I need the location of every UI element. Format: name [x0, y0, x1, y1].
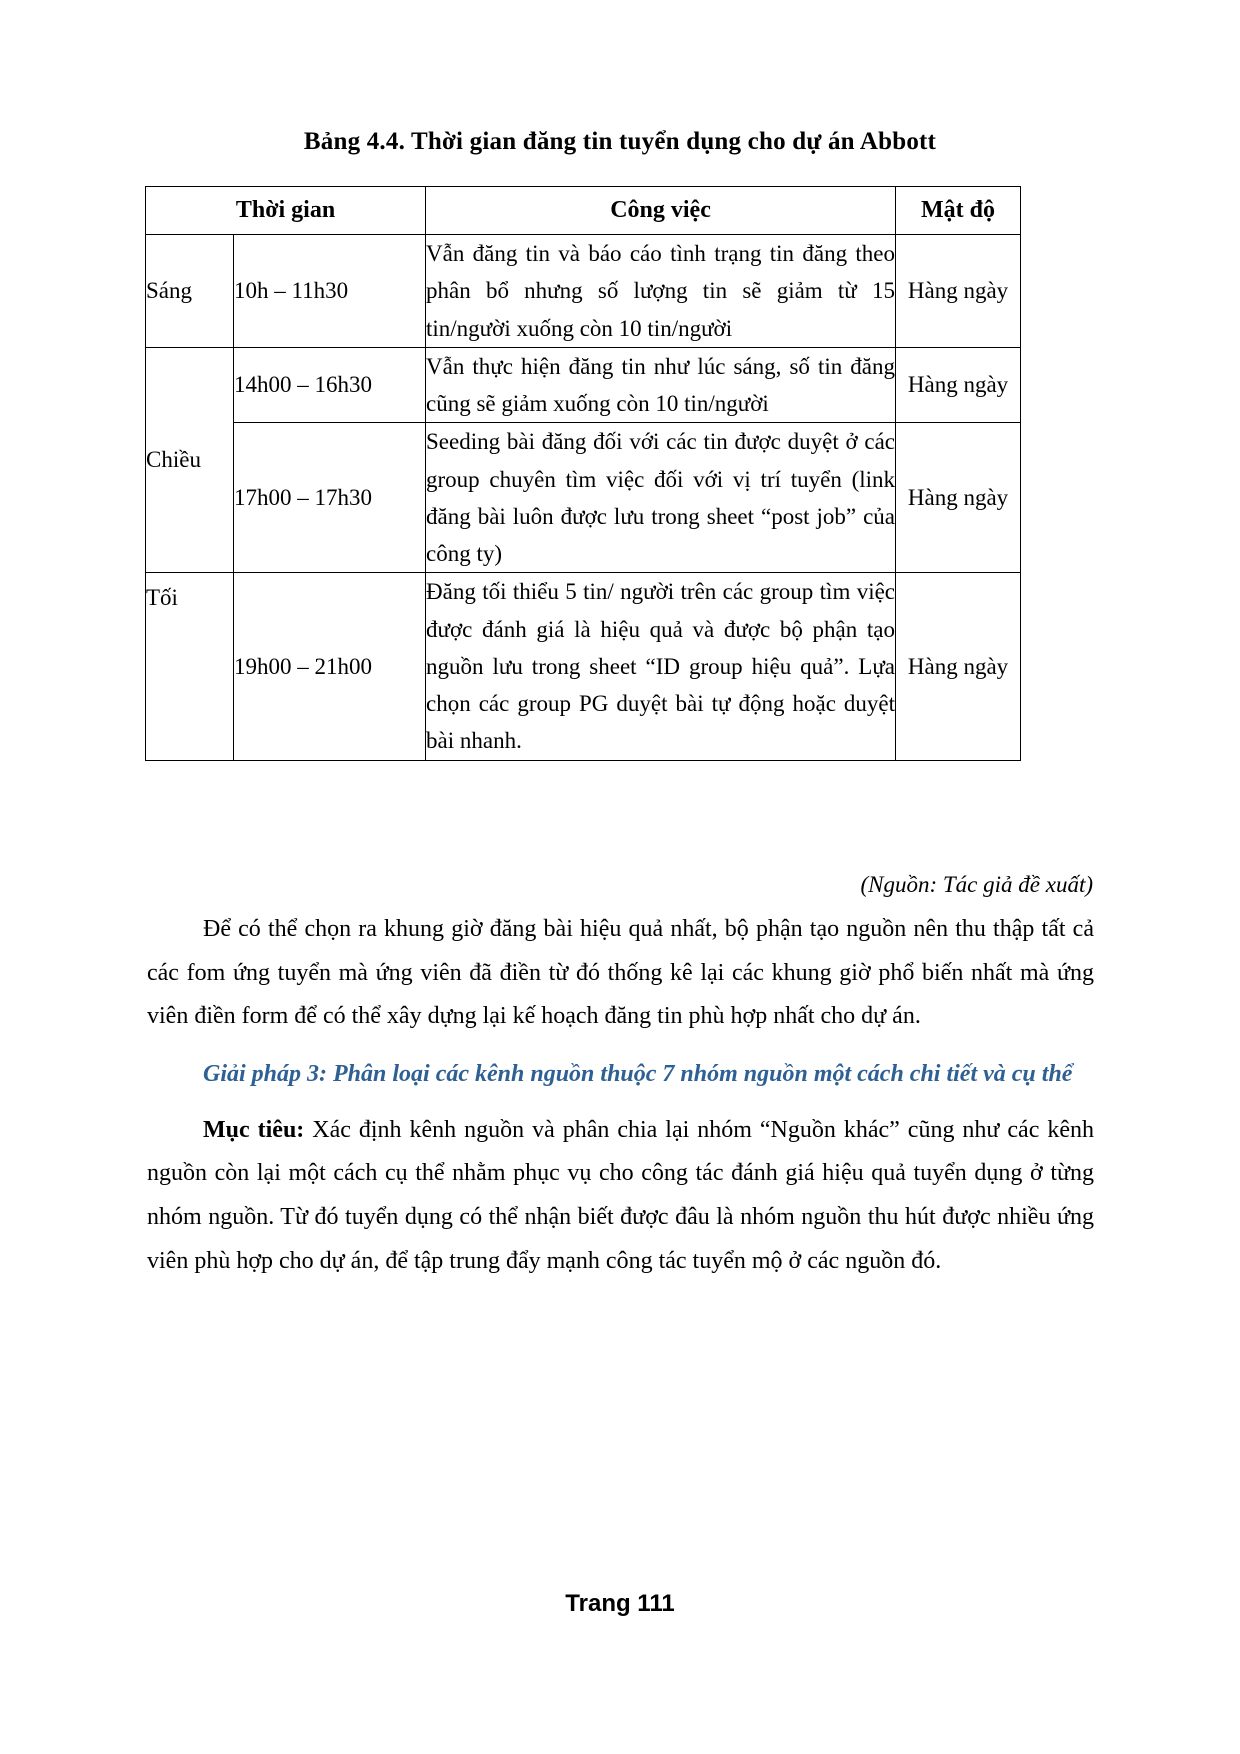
cell-density: Hàng ngày: [896, 347, 1021, 423]
cell-period: Chiều: [146, 347, 234, 573]
source-note: (Nguồn: Tác giả đề xuất): [860, 872, 1093, 897]
body-text-block: [147, 908, 1094, 1283]
objective-text: Xác định kênh nguồn và phân chia lại nhóm “Nguồn khác” cũng như các kênh nguồn còn lại một cách cụ thể nhằm phục vụ cho công tác đánh giá hiệu quả tuyển dụng ở từng nhóm nguồn. Từ đó tuyển dụng có thể nhận biết được đâu là nhóm nguồn thu hút được nhiều ứng viên phù hợp cho dự án, để tập trung đẩy mạnh công tác tuyển mộ ở các nguồn đó.: [147, 1116, 1094, 1274]
cell-time: 19h00 – 21h00: [234, 573, 426, 760]
cell-time: 10h – 11h30: [234, 235, 426, 348]
cell-time: 17h00 – 17h30: [234, 423, 426, 573]
table-caption: Bảng 4.4. Thời gian đăng tin tuyển dụng cho dự án Abbott: [303, 128, 937, 155]
column-header-time: Thời gian: [146, 187, 426, 235]
cell-period: Tối: [146, 573, 234, 760]
table-row: [146, 347, 1021, 423]
schedule-table: [145, 186, 1021, 761]
column-header-density: Mật độ: [896, 187, 1021, 235]
cell-time: 14h00 – 16h30: [234, 347, 426, 423]
cell-task: Đăng tối thiểu 5 tin/ người trên các group tìm việc được đánh giá là hiệu quả và được bộ phận tạo nguồn lưu trong sheet “ID group hiệu quả”. Lựa chọn các group PG duyệt bài tự động hoặc duyệt bài nhanh.: [426, 573, 896, 760]
table-row: [146, 573, 1021, 760]
page-footer: Trang 111: [565, 1590, 675, 1617]
table-row: [146, 235, 1021, 348]
objective-paragraph: [147, 1109, 1094, 1284]
objective-label: Mục tiêu:: [203, 1116, 305, 1143]
cell-period: Sáng: [146, 235, 234, 348]
cell-density: Hàng ngày: [896, 423, 1021, 573]
cell-task: Vẫn đăng tin và báo cáo tình trạng tin đăng theo phân bổ nhưng số lượng tin sẽ giảm từ 15 tin/người xuống còn 10 tin/người: [426, 235, 896, 348]
column-header-task: Công việc: [426, 187, 896, 235]
cell-density: Hàng ngày: [896, 573, 1021, 760]
cell-task: Vẫn thực hiện đăng tin như lúc sáng, số tin đăng cũng sẽ giảm xuống còn 10 tin/người: [426, 347, 896, 423]
schedule-table-wrapper: [145, 186, 1020, 761]
table-row: [146, 423, 1021, 573]
paragraph-intro: Để có thể chọn ra khung giờ đăng bài hiệu quả nhất, bộ phận tạo nguồn nên thu thập tất cả các fom ứng tuyển mà ứng viên đã điền từ đó thống kê lại các khung giờ phổ biến nhất mà ứng viên điền form để có thể xây dựng lại kế hoạch đăng tin phù hợp nhất cho dự án.: [147, 916, 1094, 1030]
cell-task: Seeding bài đăng đối với các tin được duyệt ở các group chuyên tìm việc đối với vị trí tuyển (link đăng bài luôn được lưu trong sheet “post job” của công ty): [426, 423, 896, 573]
table-header-row: [146, 187, 1021, 235]
solution-heading: Giải pháp 3: Phân loại các kênh nguồn thuộc 7 nhóm nguồn một cách chi tiết và cụ thể: [203, 1061, 1073, 1088]
cell-density: Hàng ngày: [896, 235, 1021, 348]
